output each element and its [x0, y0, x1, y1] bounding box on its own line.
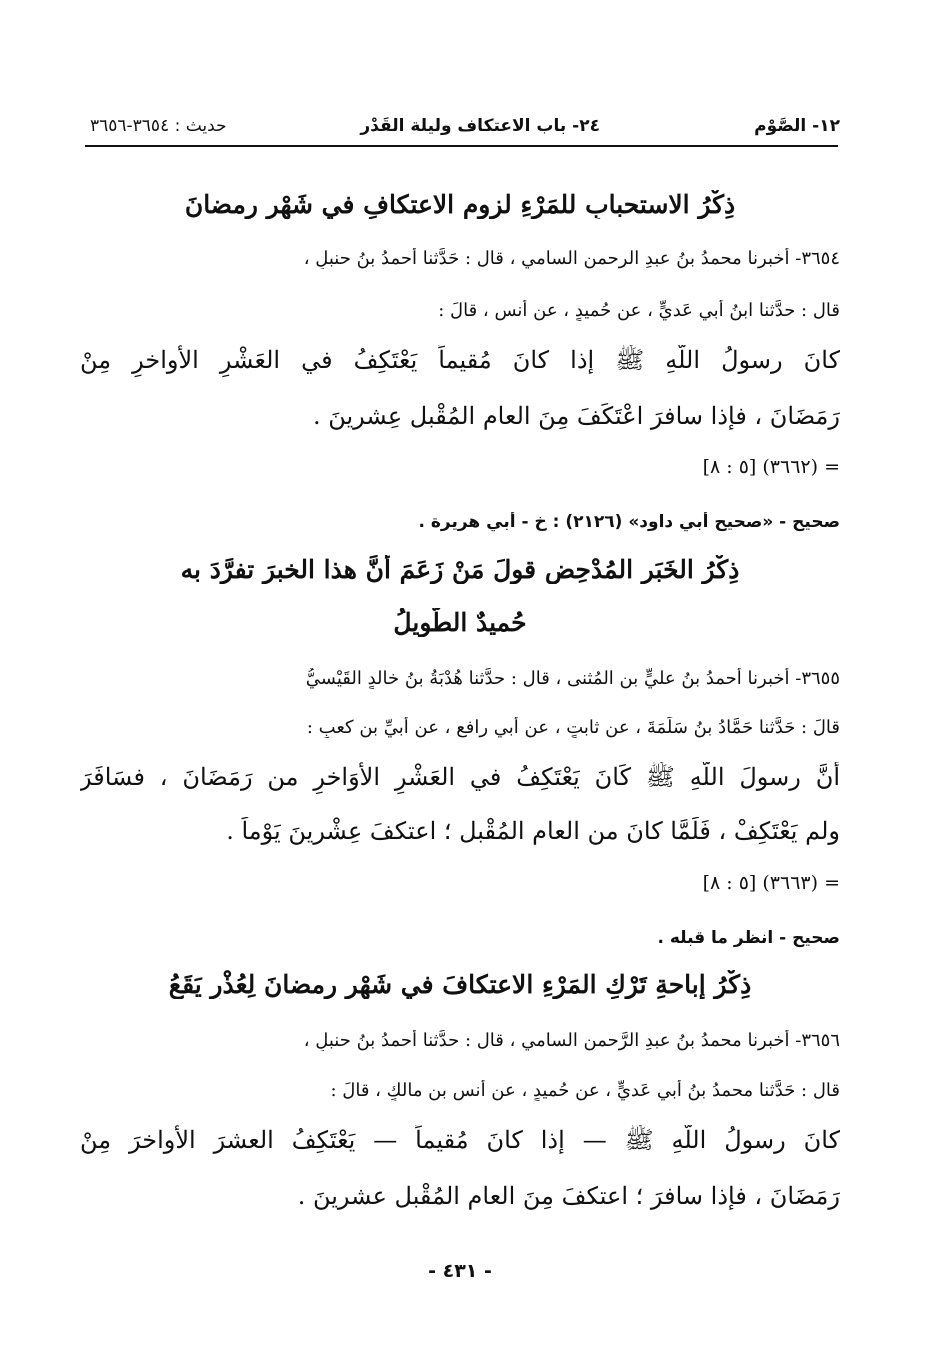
hadith-grade: صحيح - «صحيح أبي داود» (٢١٢٦) : خ - أبي هريرة . — [418, 512, 840, 532]
matn-line: ولم يَعْتَكِفْ ، فَلَمَّا كانَ من العامِ المُقْبلِ ؛ اعتكفَ عِشْرينَ يَوْماً . — [226, 817, 840, 845]
section-title: ذِكْرُ الخَبَرِ المُدْحِضِ قولَ مَنْ زَعَمَ أنَّ هذا الخبرَ تفرَّدَ به — [180, 555, 740, 584]
isnad-line: قال : حَدَّثنا محمدُ بنُ أبي عَديٍّ ، عن حُميدٍ ، عن أنس بن مالكٍ ، قالَ : — [330, 1080, 840, 1101]
matn-line: كانَ رسولُ اللَّهِ ﷺ — إذا كانَ مُقيماً — يَعْتَكِفُ العشرَ الأواخرَ مِنْ — [80, 1126, 840, 1154]
isnad-line: ٣٦٥٦- أخبرنا محمدُ بنُ عبدِ الرَّحمن السامي ، قال : حدَّثنا أحمدُ بنُ حنبلٍ ، — [303, 1030, 840, 1051]
matn-line: كانَ رسولُ اللَّهِ ﷺ إذا كانَ مُقيماً يَعْتَكِفُ في العَشْرِ الأواخرِ مِنْ — [80, 346, 840, 374]
header-chapter: ٢٤- باب الاعتكاف وليلة القَدْر — [360, 116, 600, 136]
isnad-line: قالَ : حَدَّثنا حَمَّادُ بنُ سَلَمَةَ ، عن ثابتٍ ، عن أبي رافعٍ ، عن أُبيِّ بن كعبٍ : — [306, 717, 840, 738]
cross-reference: = (٣٦٦٢) [٥ : ٨] — [702, 456, 840, 478]
header-book: ١٢- الصَّوْم — [754, 116, 840, 136]
isnad-line: ٣٦٥٤- أخبرنا محمدُ بنُ عبدِ الرحمن السامي ، قال : حَدَّثنا أحمدُ بنُ حنبلٍ ، — [303, 248, 840, 269]
header-hadith-range: حديث : ٣٦٥٤-٣٦٥٦ — [90, 116, 227, 136]
header-rule — [85, 145, 838, 147]
matn-line: رَمَضَانَ ، فإذا سافرَ ؛ اعتكفَ مِنَ العامِ المُقْبلِ عشرينَ . — [297, 1182, 840, 1210]
section-title-continued: حُميدٌ الطَّويلُ — [393, 608, 527, 637]
hadith-grade: صحيح - انظر ما قبله . — [657, 928, 840, 948]
matn-line: رَمَضَانَ ، فإذا سافرَ اعْتَكَفَ مِنَ العامِ المُقْبلِ عِشرينَ . — [312, 402, 840, 430]
section-title: ذِكْرُ الاستحبابِ للمَرْءِ لزوم الاعتكافِ في شَهْرِ رمضانَ — [184, 190, 736, 219]
cross-reference: = (٣٦٦٣) [٥ : ٨] — [702, 872, 840, 894]
page-number: - ٤٣١ - — [428, 1260, 492, 1282]
document-page — [80, 100, 840, 1300]
matn-line: أنَّ رسولَ اللَّهِ ﷺ كَانَ يَعْتَكِفُ في العَشْرِ الأَوَاخرِ من رَمَضَانَ ، فسَافَرَ — [80, 763, 840, 791]
running-header — [80, 116, 840, 144]
isnad-line: ٣٦٥٥- أخبرنا أحمدُ بنُ عليٍّ بنِ المُثنى ، قال : حدَّثنا هُدْبَةُ بنُ خالدٍ القَيْسيُّ — [305, 668, 840, 689]
isnad-line: قال : حدَّثنا ابنُ أبي عَديٍّ ، عن حُميدٍ ، عن أنس ، قالَ : — [438, 300, 840, 321]
section-title: ذِكْرُ إباحةِ تَرْكِ المَرْءِ الاعتكافَ في شَهْرِ رمضانَ لِعُذْرٍ يَقَعُ — [168, 970, 752, 999]
